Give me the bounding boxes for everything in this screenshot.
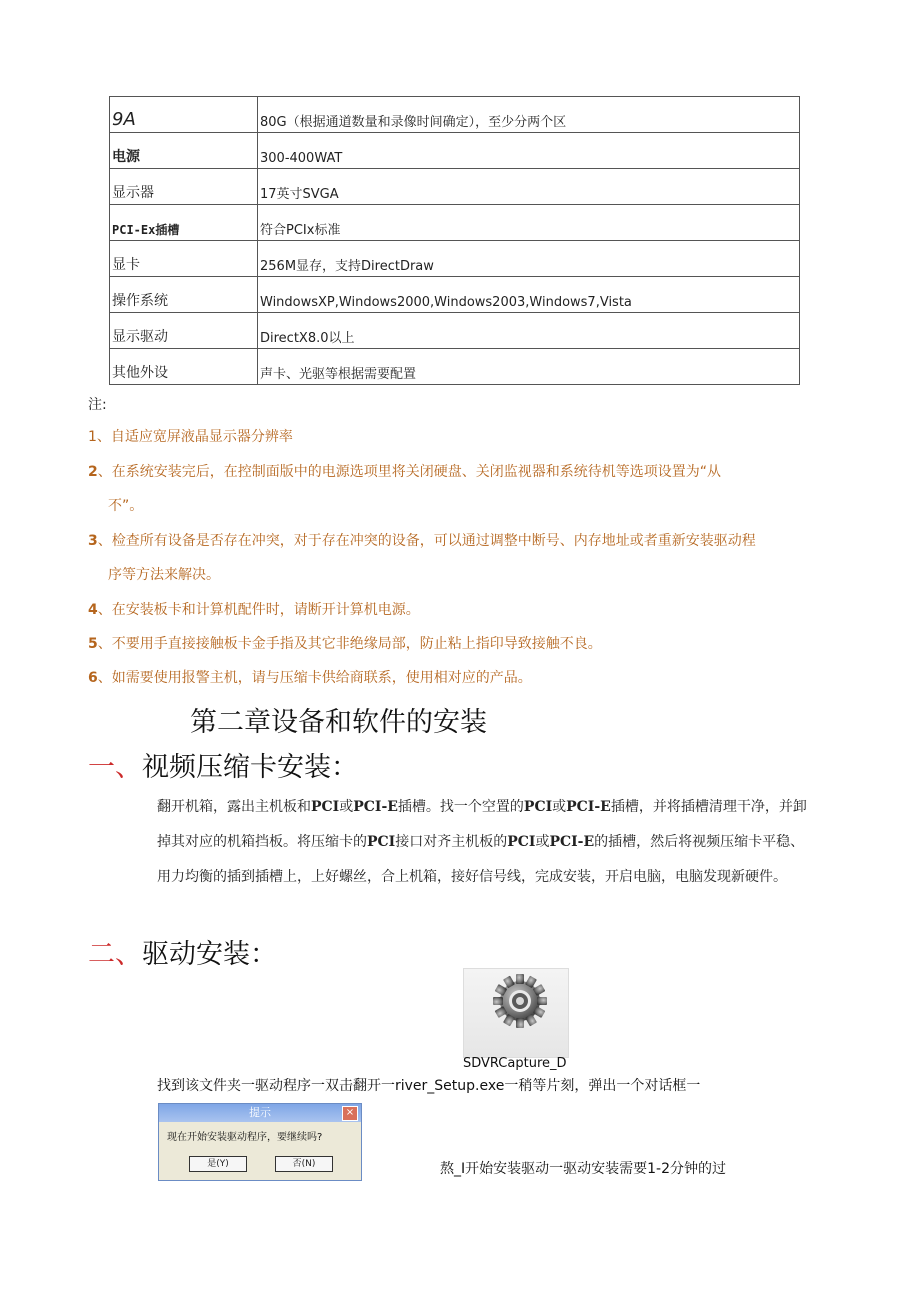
note-text: 如需要使用报警主机，请与压缩卡供给商联系，使用相对应的产品。 (111, 670, 532, 686)
row-value: DirectX8.0以上 (258, 313, 800, 349)
dialog-titlebar (159, 1104, 361, 1122)
note-item-3 (88, 524, 828, 592)
note-number: 1 (88, 429, 97, 445)
row-label: 操作系统 (110, 277, 258, 313)
notes-heading: 注: (88, 397, 107, 413)
section-number: 二、 (88, 939, 142, 970)
row-label: 显卡 (110, 241, 258, 277)
install-paragraph (157, 790, 807, 895)
section-number: 一、 (88, 752, 142, 783)
row-value: 17英寸SVGA (258, 169, 800, 205)
row-value: 300-400WAT (258, 133, 800, 169)
para-text: 插槽。找一个空置的 (397, 799, 524, 815)
note-text: 在安装板卡和计算机配件时，请断开计算机电源。 (111, 602, 420, 618)
table-row (110, 313, 800, 349)
note-number: 3 (88, 533, 98, 549)
para-text: 的插槽，然后将视频压缩卡平稳、用力均衡的插到插槽上，上好螺丝，合上机箱，接好信号线，完成安装，开启电脑，电脑发现新硬件。 (157, 834, 805, 885)
note-continuation: 不”。 (108, 498, 144, 514)
install-progress-text: 熬_I开始安装驱动一驱动安装需要1-2分钟的过 (440, 1161, 726, 1177)
note-sep: 、 (97, 602, 112, 618)
spec-table (109, 96, 800, 385)
table-row (110, 133, 800, 169)
row-value: 符合PCIx标准 (258, 205, 800, 241)
para-bold: PCI (311, 799, 340, 815)
note-item-5 (88, 627, 828, 661)
para-bold: PCI-E (353, 799, 398, 815)
section-heading-compression-card (88, 745, 358, 784)
row-label: 9A (110, 97, 258, 133)
table-row (110, 241, 800, 277)
para-bold: PCI (367, 834, 396, 850)
driver-file-caption: SDVRCapture_D (463, 1056, 567, 1071)
table-row (110, 277, 800, 313)
dialog-message: 现在开始安装驱动程序，要继续吗? (167, 1132, 323, 1143)
table-row (110, 97, 800, 133)
section-title: 视频压缩卡安装： (142, 752, 358, 783)
para-bold: PCI-E (566, 799, 611, 815)
note-number: 2 (88, 464, 98, 480)
para-text: 翻开机箱，露出主机板和 (157, 799, 311, 815)
para-bold: PCI (507, 834, 536, 850)
dialog-title: 提示 (249, 1106, 271, 1119)
note-continuation: 序等方法来解决。 (108, 567, 220, 583)
table-row (110, 349, 800, 385)
yes-button[interactable]: 是(Y) (189, 1156, 247, 1172)
para-text: 或 (535, 834, 550, 850)
note-sep: 、 (96, 429, 111, 445)
row-label: 显示器 (110, 169, 258, 205)
para-bold: PCI (523, 799, 553, 815)
note-item-1 (88, 420, 828, 454)
note-text: 检查所有设备是否存在冲突，对于存在冲突的设备，可以通过调整中断号、内存地址或者重新安装驱动程 (111, 533, 756, 549)
note-sep: 、 (97, 670, 112, 686)
note-item-2 (88, 455, 828, 523)
para-text: 或 (339, 799, 354, 815)
note-item-4 (88, 593, 828, 627)
para-text: 插槽，并将插槽清理干净，并卸掉其对应的机箱挡板。将压缩卡的 (157, 799, 807, 850)
row-label: 其他外设 (110, 349, 258, 385)
no-button[interactable]: 否(N) (275, 1156, 333, 1172)
note-sep: 、 (97, 636, 112, 652)
chapter-title: 第二章设备和软件的安装 (190, 707, 487, 738)
row-value: 80G（根据通道数量和录像时间确定），至少分两个区 (258, 97, 800, 133)
note-sep: 、 (97, 464, 112, 480)
para-text: 接口对齐主机板的 (395, 834, 508, 850)
gear-icon (464, 969, 568, 1057)
row-label: 显示驱动 (110, 313, 258, 349)
close-icon[interactable]: × (342, 1106, 358, 1121)
note-sep: 、 (97, 533, 112, 549)
para-text: 或 (552, 799, 567, 815)
install-dialog (158, 1103, 362, 1181)
table-row (110, 205, 800, 241)
find-instructions: 找到该文件夹一驱动程序一双击翻开一river_Setup.exe一稍等片刻，弹出一个对话框一 (157, 1078, 701, 1094)
note-text: 自适应宽屏液晶显示器分辨率 (110, 429, 293, 445)
note-number: 5 (88, 636, 98, 652)
para-bold: PCI-E (549, 834, 595, 850)
driver-file-icon[interactable] (463, 968, 569, 1058)
row-value: 声卡、光驱等根据需要配置 (258, 349, 800, 385)
row-label: 电源 (110, 133, 258, 169)
note-item-6 (88, 661, 828, 695)
note-text: 不要用手直接接触板卡金手指及其它非绝缘局部，防止粘上指印导致接触不良。 (111, 636, 602, 652)
note-number: 6 (88, 670, 98, 686)
row-label: PCI-Ex插槽 (110, 205, 258, 241)
table-row (110, 169, 800, 205)
note-text: 在系统安装完后，在控制面版中的电源选项里将关闭硬盘、关闭监视器和系统待机等选项设置为“从 (111, 464, 722, 480)
section-title: 驱动安装： (142, 939, 277, 970)
note-number: 4 (88, 602, 98, 618)
row-value: WindowsXP,Windows2000,Windows2003,Windows7,Vista (258, 277, 800, 313)
row-value: 256M显存，支持DirectDraw (258, 241, 800, 277)
section-heading-driver (88, 932, 277, 971)
